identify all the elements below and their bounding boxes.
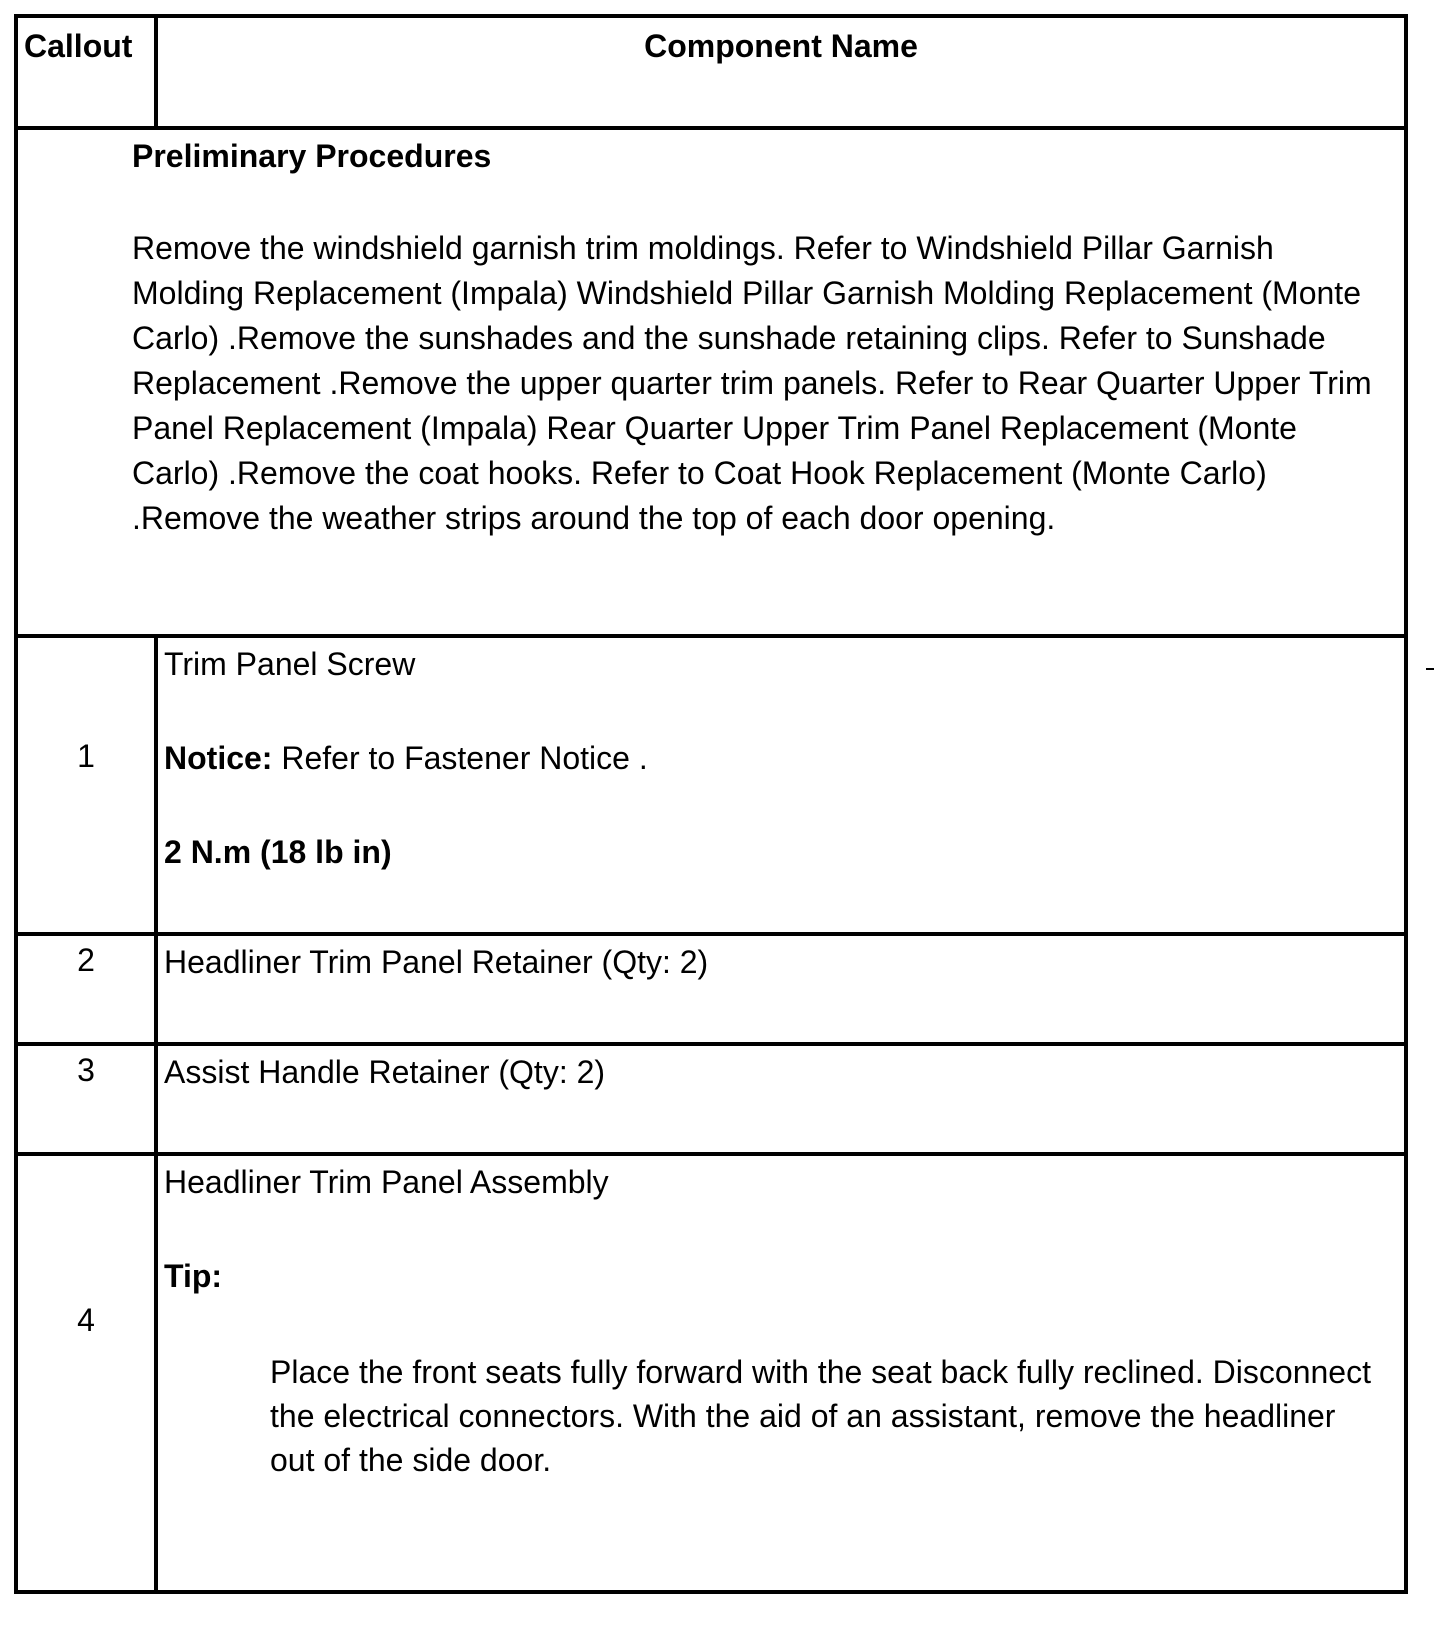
stray-dash-mark [1426,668,1434,670]
table-row [18,936,1404,1046]
tip-text: Place the front seats fully forward with the seat back fully reclined. Disconnect the electrical connectors. With the aid of an assistant, remove the headliner out of the side door. [270,1354,1371,1478]
component-name-column-header: Component Name [644,28,918,64]
component-name: Assist Handle Retainer (Qty: 2) [164,1054,606,1090]
preliminary-procedures-row [18,130,1404,638]
table-header-row [18,18,1404,130]
callout-number: 1 [77,738,95,774]
callout-column-header: Callout [24,28,133,64]
table-row [18,638,1404,936]
callout-number: 4 [77,1302,95,1338]
tip-label: Tip: [164,1258,223,1294]
preliminary-procedures-title: Preliminary Procedures [132,138,492,174]
component-name: Headliner Trim Panel Retainer (Qty: 2) [164,944,709,980]
torque-spec: 2 N.m (18 lb in) [164,834,392,870]
notice-text: Refer to Fastener Notice . [272,740,648,776]
notice-label: Notice: [164,740,273,776]
component-name: Headliner Trim Panel Assembly [164,1164,609,1200]
preliminary-procedures-text: Remove the windshield garnish trim moldings. Refer to Windshield Pillar Garnish Molding Replacement (Impala) Windshield Pillar Garnish Molding Replacement (Monte Carlo) .Remove the sunshades and the sunshade retaining clips. Refer to Sunshade Replacement .Remove the upper quarter trim panels. Refer to Rear Quarter Upper Trim Panel Replacement (Impala) Rear Quarter Upper Trim Panel Replacement (Monte Carlo) .Remove the coat hooks. Refer to Coat Hook Replacement (Monte Carlo) .Remove the weather strips around the top of each door opening. [132,230,1372,536]
table-row [18,1046,1404,1156]
callout-number: 2 [77,942,95,978]
procedure-table [14,14,1408,1594]
notice-line [164,738,1384,778]
table-row [18,1156,1404,1590]
callout-number: 3 [77,1052,95,1088]
component-name: Trim Panel Screw [164,646,416,682]
